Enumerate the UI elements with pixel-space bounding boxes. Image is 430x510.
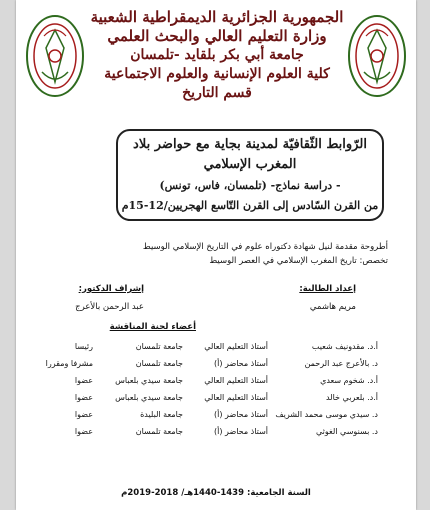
title-line-2: المغرب الإسلامي <box>203 157 297 172</box>
member-name: أ.د. شخوم سعدي <box>320 376 378 385</box>
member-university: جامعة تلمسان <box>135 359 183 368</box>
committee-row <box>60 393 378 410</box>
member-rank: أستاذ محاضر (أ) <box>214 427 268 436</box>
member-role: عضوا <box>74 427 93 436</box>
member-rank: أستاذ التعليم العالي <box>204 342 268 351</box>
member-university: جامعة سيدي بلعباس <box>115 393 183 402</box>
committee-row <box>60 376 378 393</box>
institution-header <box>86 8 348 103</box>
member-university: جامعة تلمسان <box>135 427 183 436</box>
committee-row <box>45 359 378 376</box>
republic-name: الجمهورية الجزائرية الديمقراطية الشعبية <box>90 8 344 26</box>
student-name: مريم هاشمي <box>309 302 356 312</box>
member-role: عضوا <box>74 410 93 419</box>
member-name: أ.د. مقدونيف شعيب <box>311 342 378 351</box>
thesis-description <box>56 240 388 268</box>
supervisor-label: إشراف الدكتور: <box>78 284 144 294</box>
member-name: د. سيدي موسى محمد الشريف <box>275 410 378 419</box>
document-page <box>16 0 416 510</box>
member-role: مشرفا ومقررا <box>45 359 93 368</box>
title-period: من القرن السّادس إلى القرن التّاسع الهجريين/12-15م <box>121 199 379 212</box>
member-name: أ.د. بلعربي خالد <box>325 393 378 402</box>
thesis-specialty: تخصص: تاريخ المغرب الإسلامي في العصر الوسيط <box>209 256 388 266</box>
title-subtitle: - دراسة نماذج- (تلمسان، فاس، تونس) <box>159 179 341 192</box>
member-name: د. بالأعرج عبد الرحمن <box>304 359 378 368</box>
member-university: جامعة سيدي بلعباس <box>115 376 183 385</box>
member-university: جامعة البليدة <box>140 410 183 419</box>
university-emblem-icon <box>346 12 408 100</box>
member-rank: أستاذ التعليم العالي <box>204 376 268 385</box>
member-rank: أستاذ محاضر (أ) <box>214 410 268 419</box>
thesis-degree: أطروحة مقدمة لنيل شهادة دكتوراه علوم في التاريخ الإسلامي الوسيط <box>142 242 388 252</box>
student-label: إعداد الطالبة: <box>299 284 356 294</box>
member-role: عضوا <box>74 376 93 385</box>
member-role: رئيسا <box>74 342 93 351</box>
committee-row <box>60 410 378 427</box>
ministry-name: وزارة التعليم العالي والبحث العلمي <box>107 27 327 45</box>
member-rank: أستاذ محاضر (أ) <box>214 359 268 368</box>
member-university: جامعة تلمسان <box>135 342 183 351</box>
university-emblem-icon <box>24 12 86 100</box>
committee-row <box>60 342 378 359</box>
department-name: قسم التاريخ <box>182 85 252 101</box>
title-line-1: الرّوابط الثّقافيّة لمدينة بجاية مع حواضر بلاد <box>133 137 367 152</box>
supervisor-name: عبد الرحمن بالأعرج <box>75 302 144 312</box>
university-name: جامعة أبي بكر بلقايد -تلمسان <box>130 47 304 63</box>
member-role: عضوا <box>74 393 93 402</box>
member-rank: أستاذ التعليم العالي <box>204 393 268 402</box>
academic-year: السنة الجامعية: 1439-1440هـ/ 2018-2019م <box>121 488 311 498</box>
faculty-name: كلية العلوم الإنسانية والعلوم الاجتماعية <box>104 66 330 82</box>
committee-table <box>45 342 378 444</box>
committee-row <box>60 427 378 444</box>
thesis-title-box <box>116 129 384 221</box>
member-name: د. بسنوسي الغوثي <box>315 427 378 436</box>
committee-label: أعضاء لجنة المناقشة <box>109 322 196 332</box>
